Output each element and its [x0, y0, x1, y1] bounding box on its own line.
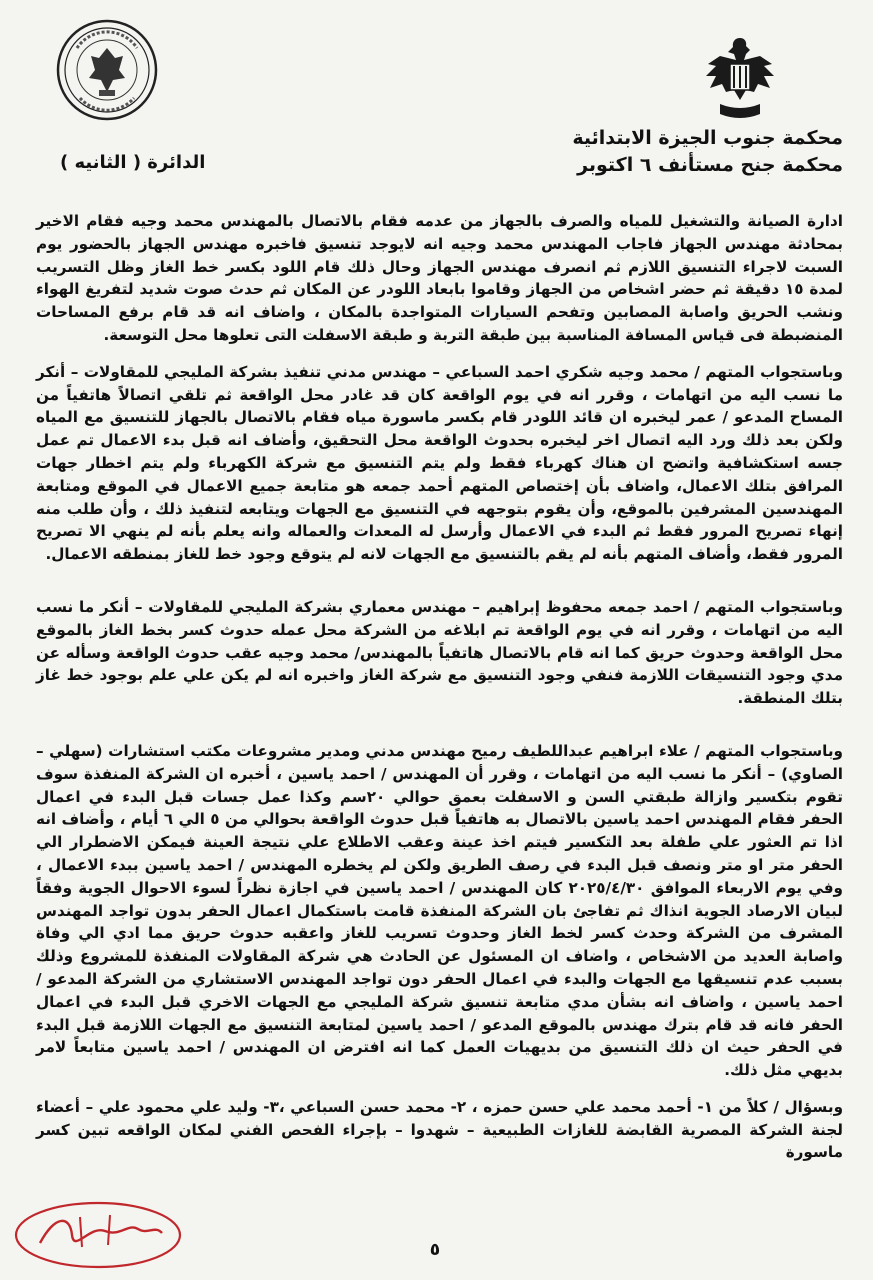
court-secondary-name: محكمة جنح مستأنف ٦ اكتوبر — [577, 154, 843, 176]
page-number: ٥ — [429, 1240, 441, 1260]
paragraph: وباستجواب المتهم / احمد جمعه محفوظ إبراهيم – مهندس معماري بشركة المليجي للمقاولات – أنكر ما نسب اليه من اتهامات ، وقرر انه في يوم الواقعة تم ابلاغه من الشركة محل عمله حدوث كسر بخط الغاز بالموقع محل الواقعة وحدوث حريق كما انه قام بالاتصال هاتفياً بالمهندس/ محمد وجيه عقب حدوث الواقعة وسأله عن مدي وجود التنسيقات اللازمة فنفي وجود التنسيق مع شركة الغاز واخبره انه لم يكن علي علم بوجود خط غاز بتلك المنطقة. — [36, 597, 843, 708]
court-primary-name: محكمة جنوب الجيزة الابتدائية — [572, 127, 843, 149]
signature-icon — [10, 1195, 185, 1273]
document-body — [36, 210, 843, 1178]
court-header — [443, 125, 843, 179]
eagle-emblem-icon — [700, 30, 780, 130]
paragraph: وباستجواب المتهم / علاء ابراهيم عبداللطيف رميح مهندس مدني ومدير مشروعات مكتب استشارات (سهلي – الصاوي) – أنكر ما نسب اليه من اتهامات ، وقرر أن المهندس / احمد ياسين ، أخبره ان الشركة المنفذة سوف تقوم بتكسير وازالة طبقتي السن و الاسفلت بعمق حوالي ٢٠سم وكذا عمل جسات قبل البدء في اعمال الحفر فقام المهندس احمد ياسين بالاتصال به هاتفياً قبل حدوث الواقعة بحوالي من ٥ الي ٦ أيام ، وأضاف انه اذا تم العثور علي طفلة بعد التكسير فيتم اخذ عينة وعقب الاطلاع علي نتيجة العينة فيمكن الاضطرار الي الحفر متر او متر ونصف قبل البدء في رصف الطريق ولكن لم يخطره المهندس / احمد ياسين ببدء الاعمال ، وفي يوم الاربعاء الموافق ٢٠٢٥/٤/٣٠ كان المهندس / احمد ياسين في اجازة نظراً لسوء الاحوال الجوية وفقاً لبيان الارصاد الجوية انذاك ثم تفاجئ بان الشركة المنفذة قامت باستكمال اعمال الحفر بدون تواجد المهندس المشرف من الشركة وحدث كسر لخط الغاز وحدوث تسريب للغاز واعقبه حدوث حريق مما ادي الي وفاة واصابة العديد من الاشخاص ، واضاف ان المسئول عن الحادث هي شركة المقاولات المنفذة للمشروع وذلك بسبب عدم تنسيقها مع الجهات والبدء في اعمال الحفر دون تواجد المهندس الاستشاري من الشركة المدعو / احمد ياسين ، واضاف انه بشأن مدي متابعة تنسيق شركة المليجي مع الجهات الاخري قبل البدء في اعمال الحفر فانه قد قام بترك مهندس بالموقع المدعو / احمد ياسين لمتابعة التنسيق مع الجهات اللازمة قبل البدء في الحفر حيث ان ذلك التنسيق من بديهيات العمل كما انه افترض ان المهندس / احمد ياسين متابعاً لامر بديهي مثل ذلك. — [36, 741, 843, 1080]
circuit-label: الدائرة ( الثانيه ) — [60, 152, 206, 173]
paragraph: وباستجواب المتهم / محمد وجيه شكري احمد السباعي – مهندس مدني تنفيذ بشركة المليجي للمقاولات – أنكر ما نسب اليه من اتهامات ، وقرر انه في يوم الواقعة كان قد غادر محل الواقعة ثم تلقي اتصالاً هاتفياً من المساح المدعو / عمر ليخبره ان قائد اللودر قام بكسر ماسورة مياه فقام بالاتصال بالجهاز للتنسيق مع المياه ولكن بعد ذلك ورد اليه اتصال اخر ليخبره بحدوث الواقعة محل التحقيق، وأضاف انه قبل بدء الاعمال تم عمل جسه استكشافية واتضح ان هناك كهرباء فقط ولم يتم التنسيق مع شركة الكهرباء ولم يتم اخطار جهات المرافق بتلك الاعمال، واضاف بأن إختصاص المتهم أحمد جمعه هو متابعة جميع الاعمال في الموقع ومتابعة المهندسين المشرفين بالموقع، وأن يقوم بتوجهه في التنسيق مع الجهات ويتابعه لتنفيذ ذلك ، وأن طلب منه إنهاء تصريح المرور فقط ثم البدء في الاعمال وأرسل له المعدات والعماله وانه يعلم بأنه لم ينهي الا تصريح المرور فقط، وأضاف المتهم بأنه لم يقم بالتنسيق مع الجهات لانه لم يتوقع وجود خط للغاز بمنطقه الاعمال. — [36, 362, 843, 564]
court-seal-icon — [55, 18, 160, 123]
paragraph: وبسؤال / كلاً من ١- أحمد محمد علي حسن حمزه ، ٢- محمد حسن السباعي ،٣- وليد علي محمود علي – أعضاء لجنة الشركة المصرية القابضة للغازات الطبيعية – شهدوا – بإجراء الفحص الفني لمكان الواقعه تبين كسر ماسورة — [36, 1097, 844, 1162]
paragraph: ادارة الصيانة والتشغيل للمياه والصرف بالجهاز من عدمه فقام بالاتصال بالمهندس محمد وجيه فقام الاخير بمحادثة مهندس الجهاز فاجاب المهندس محمد وجيه انه لايوجد تنسيق فاخبره مهندس الجهاز بالحضور يوم السبت لاجراء التنسيق اللازم ثم انصرف مهندس الجهاز وحال ذلك قام اللود بكسر خط الغاز وظل التسريب لمدة ١٥ دقيقة ثم حضر اشخاص من الجهاز وقاموا بابعاد اللودر عن المكان ثم حدث صوت شديد لتفريغ الهواء ونشب الحريق واصابة المصابين وتفحم السيارات المتواجدة بالمكان ، واضاف انه قد قام برفع المساحات المنضبطة فى قياس المسافة المناسبة بين طبقة التربة و طبقة الاسفلت التى تعلوها محل التوسعة. — [36, 212, 843, 344]
